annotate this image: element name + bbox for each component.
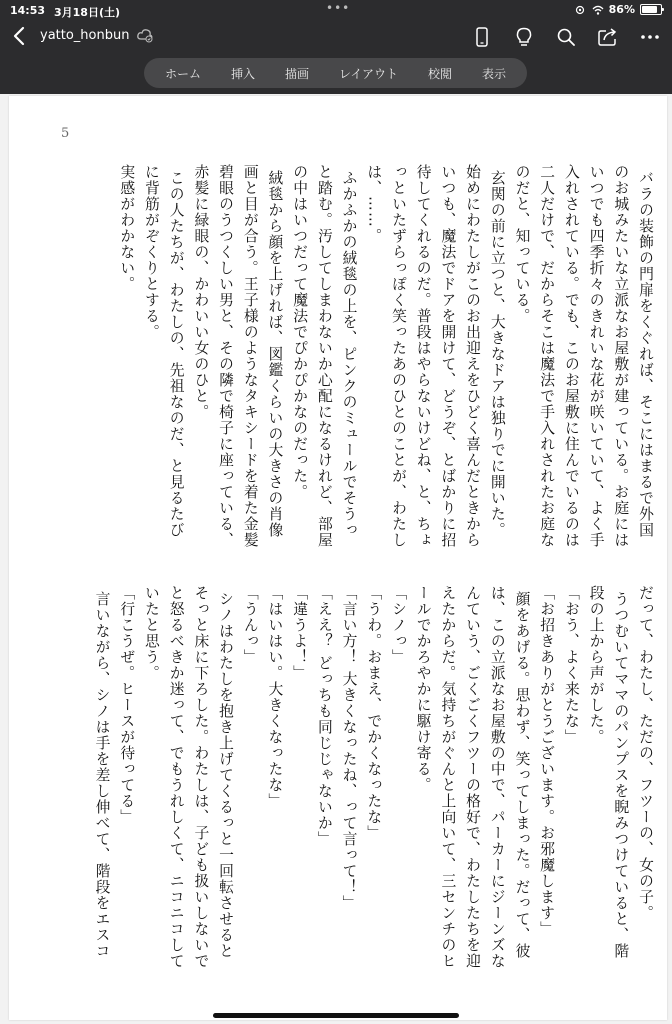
- more-horizontal-icon: [641, 34, 659, 40]
- search-button[interactable]: [554, 24, 578, 50]
- lightbulb-icon: [516, 27, 532, 47]
- screen-rotation-lock-icon: [573, 5, 587, 15]
- device-view-button[interactable]: [470, 24, 494, 50]
- title-bar: [0, 20, 672, 54]
- tab-review[interactable]: 校閲: [427, 66, 452, 81]
- status-bar: [0, 0, 672, 20]
- chevron-left-icon: [13, 26, 25, 46]
- body-text-top-section[interactable]: バラの装飾の門扉をくぐれば、そこにはまるで外国 のお城みたいな立派なお屋敷が建っている。お庭には いつでも四季折々のきれいな花が咲いていて、よく手 入れされている。でも、このお屋敷に住んでいるのは 二人だけで、だからそこは魔法で手入れされたお庭な のだと、知っている。 玄関の前に立つと、大きなドアは独りでに開いた。 始めにわたしがこのお出迎えをひどく喜んだときから いつも、魔法でドアを開けて、どうぞ、とばかりに招 待してくれるのだ。普段はやらないけどね、と、ちょ っといたずらっぽく笑ったあのひとのことが、わたし は、……。 ふかふかの絨毯の上を、ピンクのミュールでそうっ と踏む。汚してしまわないか心配になるけれど、部屋 の中はいつだって魔法でぴかぴかなのだった。 絨毯から顔を上げれば、図鑑くらいの大きさの肖像 画と目が合う。王子様のようなタキシードを着た金髪 碧眼のうつくしい男と、その隣で椅子に座っている、 赤髪に緑眼の、かわいい女のひと。 この人たちが、わたしの、先祖なのだ、と見るたび に背筋がぞくりとする。 実感がわかない。: [118, 164, 654, 548]
- status-time: 14:53: [10, 4, 46, 17]
- share-icon: [598, 28, 618, 46]
- body-text-bottom-section[interactable]: だって、わたし、ただの、フツーの、女の子。 うつむいてママのパンプスを睨みつけていると、階 段の上から声がした。 「おう、よく来たな」 「お招きありがとうございます。お邪魔します」 顔をあげる。思わず、笑ってしまった。だって、彼 は、この立派なお屋敷の中で、パーカーにジーンズな んていう、ごくごくフツーの格好で、わたしたちを迎 えたからだ。気持ちがぐんと上向いて、三センチのヒ ールでかろやかに駆け寄る。 「シノっ」 「うわ。おまえ、でかくなったな」 「言い方！ 大きくなったね、って言って！」 「ええ？ どっちも同じじゃないか」 「違うよ！」 「はいはい。大きくなったな」 「うんっ」 シノはわたしを抱き上げてくるっと一回転させると そっと床に下ろした。わたしは、子ども扱いしないで と怒るべきか迷って、でもうれしくて、ニコニコして いたと思う。 「行こうぜ。ヒースが待ってる」 言いながら、シノは手を差し伸べて、階段をエスコ: [93, 585, 654, 969]
- tab-home[interactable]: ホーム: [164, 66, 201, 81]
- back-button[interactable]: [8, 22, 30, 50]
- tab-insert[interactable]: 挿入: [230, 66, 255, 81]
- ideas-button[interactable]: [512, 24, 536, 50]
- document-page[interactable]: [9, 96, 667, 1020]
- share-button[interactable]: [596, 24, 620, 50]
- battery-icon: [640, 4, 662, 15]
- cloud-sync-icon: [136, 27, 154, 43]
- battery-level-fill: [642, 6, 657, 13]
- more-options-button[interactable]: [638, 24, 662, 50]
- status-date: 3月18日(土): [54, 6, 121, 19]
- home-indicator[interactable]: [213, 1013, 459, 1018]
- tab-draw[interactable]: 描画: [284, 66, 309, 81]
- tab-layout[interactable]: レイアウト: [338, 66, 398, 81]
- ribbon-tabs: [144, 58, 527, 88]
- ribbon: [0, 54, 672, 94]
- document-title[interactable]: yatto_honbun: [40, 28, 130, 43]
- phone-icon: [476, 27, 488, 47]
- tab-view[interactable]: 表示: [481, 66, 506, 81]
- battery-percent: 86%: [608, 3, 635, 16]
- page-number: 5: [61, 126, 70, 141]
- wifi-icon: [592, 5, 604, 15]
- search-icon: [557, 28, 575, 46]
- multitasking-dots-icon[interactable]: •••: [326, 1, 351, 15]
